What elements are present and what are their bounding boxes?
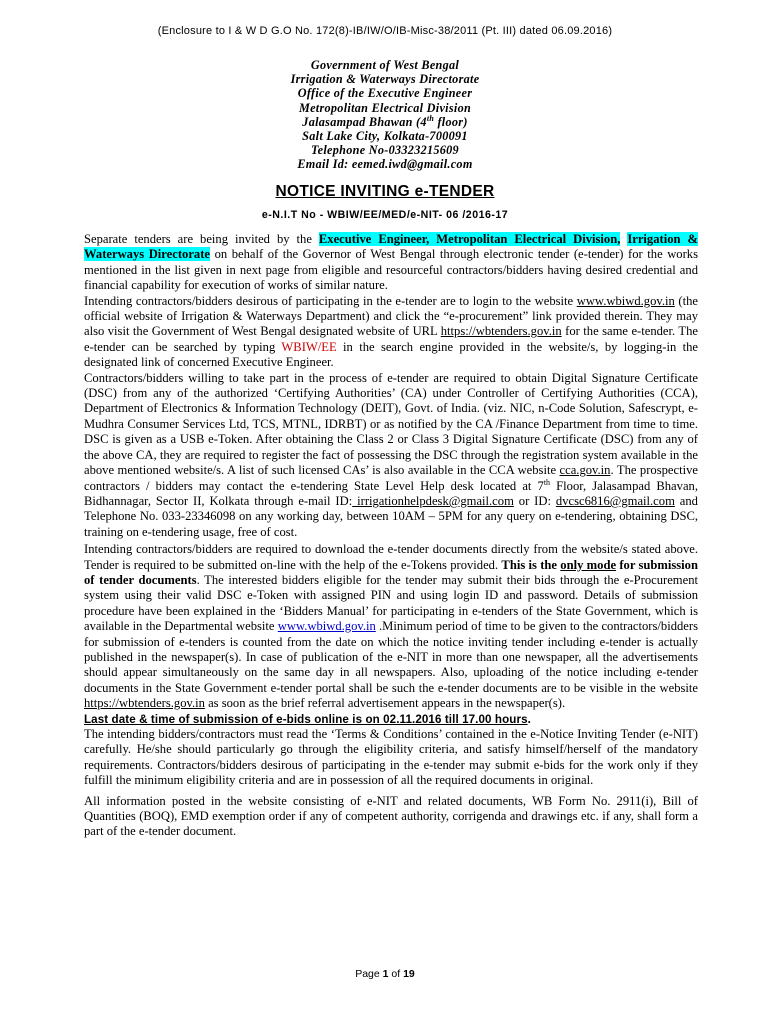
office-line-email: Email Id: eemed.iwd@gmail.com: [297, 157, 473, 172]
paragraph-dsc: Contractors/bidders willing to take part in the process of e-tender are required to obtain Digital Signature Certificate (DSC) from any of the authorized ‘Certifying Authorities’ (CA) under Controller of Certifying Authorities (CCA), Department of Electronics & Information Technology (DEIT), Govt. of India. (viz. NIC, n-Code Solution, Safescrypt, e-Mudhra Consumer Services Ltd, TCS, MTNL, IDRBT) or as notified by the CA /Finance Department from time to time. DSC is given as a USB e-Token. After obtaining the Class 2 or Class 3 Digital Signature Certificate (DSC) from any of the above CA, they are required to register the fact of possessing the DSC through the registration system available in the above mentioned website/s. A list of such licensed CAs’ is also available in the CCA website cca.gov.in. The prospective contractors / bidders may contact the e-tendering State Level Help desk located at 7th Floor, Jalasampad Bhavan, Bidhannagar, Sector II, Kolkata through e-mail ID: irrigationhelpdesk@gmail.com or ID: dvcsc6816@gmail.com and Telephone No. 033-23346098 on any working day, between 10AM – 5PM for any query on e-tendering, obtaining DSC, training on e-tendering usage, free of cost.: [84, 370, 698, 539]
paragraph-submission: Intending contractors/bidders are required to download the e-tender documents directly from the website/s stated above. Tender is required to be submitted on-line with the help of the e-Tokens provided. This is the only mode for submission of tender documents. The interested bidders eligible for the tender may submit their bids through the e-Procurement system using their valid DSC e-Token with assigned PIN and using login ID and password. Details of submission procedure have been explained in the ‘Bidders Manual’ for participating in e-tenders of the State Government, which is available in the Departmental website www.wbiwd.gov.in .Minimum period of time to be given to the contractors/bidders for submission of e-tenders is counted from the date on which the notice inviting tender including e-tender is actually published in the newspaper(s). In case of publication of the e-NIT in more than one newspaper, all the advertisements should appear simultaneously on the same day in all newspapers. Also, uploading of the notice including e-tender documents in the State Government e-tender portal shall be such the e-tender documents are to be visible in the website https://wbtenders.gov.in as soon as the brief referral advertisement appears in the newspaper(s).: [84, 542, 698, 711]
enclosure-reference: (Enclosure to I & W D G.O No. 172(8)-IB/IW/O/IB-Misc-38/2011 (Pt. III) dated 06.09.2016): [157, 25, 613, 37]
notice-title: NOTICE INVITING e-TENDER: [275, 183, 495, 200]
office-line-building: Jalasampad Bhawan (4th floor): [302, 113, 468, 129]
office-line-executive-engineer: Office of the Executive Engineer: [297, 86, 473, 101]
office-header: [0, 58, 770, 172]
office-line-address: Salt Lake City, Kolkata-700091: [302, 129, 468, 144]
helpdesk-email-link[interactable]: irrigationhelpdesk@gmail.com: [352, 493, 514, 508]
wbtenders-link[interactable]: https://wbtenders.gov.in: [84, 696, 205, 711]
highlighted-text: Irrigation & Waterways Directorate: [84, 232, 698, 262]
office-line-telephone: Telephone No-03323215609: [311, 143, 459, 158]
dvcsc-email-link[interactable]: dvcsc6816@gmail.com: [555, 493, 675, 508]
wbtenders-link[interactable]: https://wbtenders.gov.in: [440, 324, 562, 339]
website-link[interactable]: www.wbiwd.gov.in: [277, 619, 376, 634]
website-link[interactable]: www.wbiwd.gov.in: [576, 293, 675, 308]
page-number: Page 1 of 19: [355, 968, 415, 980]
paragraph-login: Intending contractors/bidders desirous of participating in the e-tender are to login to the website www.wbiwd.gov.in (the official website of Irrigation & Waterways Department) and click the “e-procurement” link provided therein. They may also visit the Government of West Bengal designated website of URL https://wbtenders.gov.in for the same e-tender. The e-tender can be searched by typing WBIW/EE in the search engine provided in the website/s, by logging-in the designated link of concerned Executive Engineer.: [84, 293, 698, 370]
office-line-division: Metropolitan Electrical Division: [298, 100, 472, 115]
paragraph-information: All information posted in the website consisting of e-NIT and related documents, WB Form No. 2911(i), Bill of Quantities (BOQ), EMD exemption order if any of competent authority, corrigenda and drawings etc. if any, shall form a part of the e-tender document.: [84, 793, 698, 839]
cca-link[interactable]: cca.gov.in: [559, 463, 611, 478]
office-line-government: Government of West Bengal: [310, 58, 460, 72]
highlighted-text: Executive Engineer, Metropolitan Electrical Division,: [318, 232, 621, 246]
nit-number: e-N.I.T No - WBIW/EE/MED/e-NIT- 06 /2016-17: [261, 209, 509, 221]
paragraph-terms: The intending bidders/contractors must read the ‘Terms & Conditions’ contained in the e-Notice Inviting Tender (e-NIT) carefully. He/she should particularly go through the eligibility criteria, and satisfy himself/herself of the mandatory requirements. Contractors/bidders desirous of participating in the e-tender may submit e-bids for the work only if they fulfill the minimum eligibility criteria and are in possession of all the required documents in original.: [84, 727, 698, 788]
search-keyword: WBIW/EE: [281, 339, 337, 354]
paragraph-invitation: Separate tenders are being invited by the Executive Engineer, Metropolitan Electrical Division, Irrigation & Waterways Directorate on behalf of the Governor of West Bengal through electronic tender (e-tender) for the works mentioned in the list given in next page from eligible and resourceful contractors/bidders having desired credential and financial capability for execution of works of similar nature.: [84, 232, 698, 293]
office-line-directorate: Irrigation & Waterways Directorate: [290, 72, 480, 87]
notice-body: [84, 232, 698, 840]
submission-deadline: Last date & time of submission of e-bids online is on 02.11.2016 till 17.00 hours.: [84, 711, 531, 726]
